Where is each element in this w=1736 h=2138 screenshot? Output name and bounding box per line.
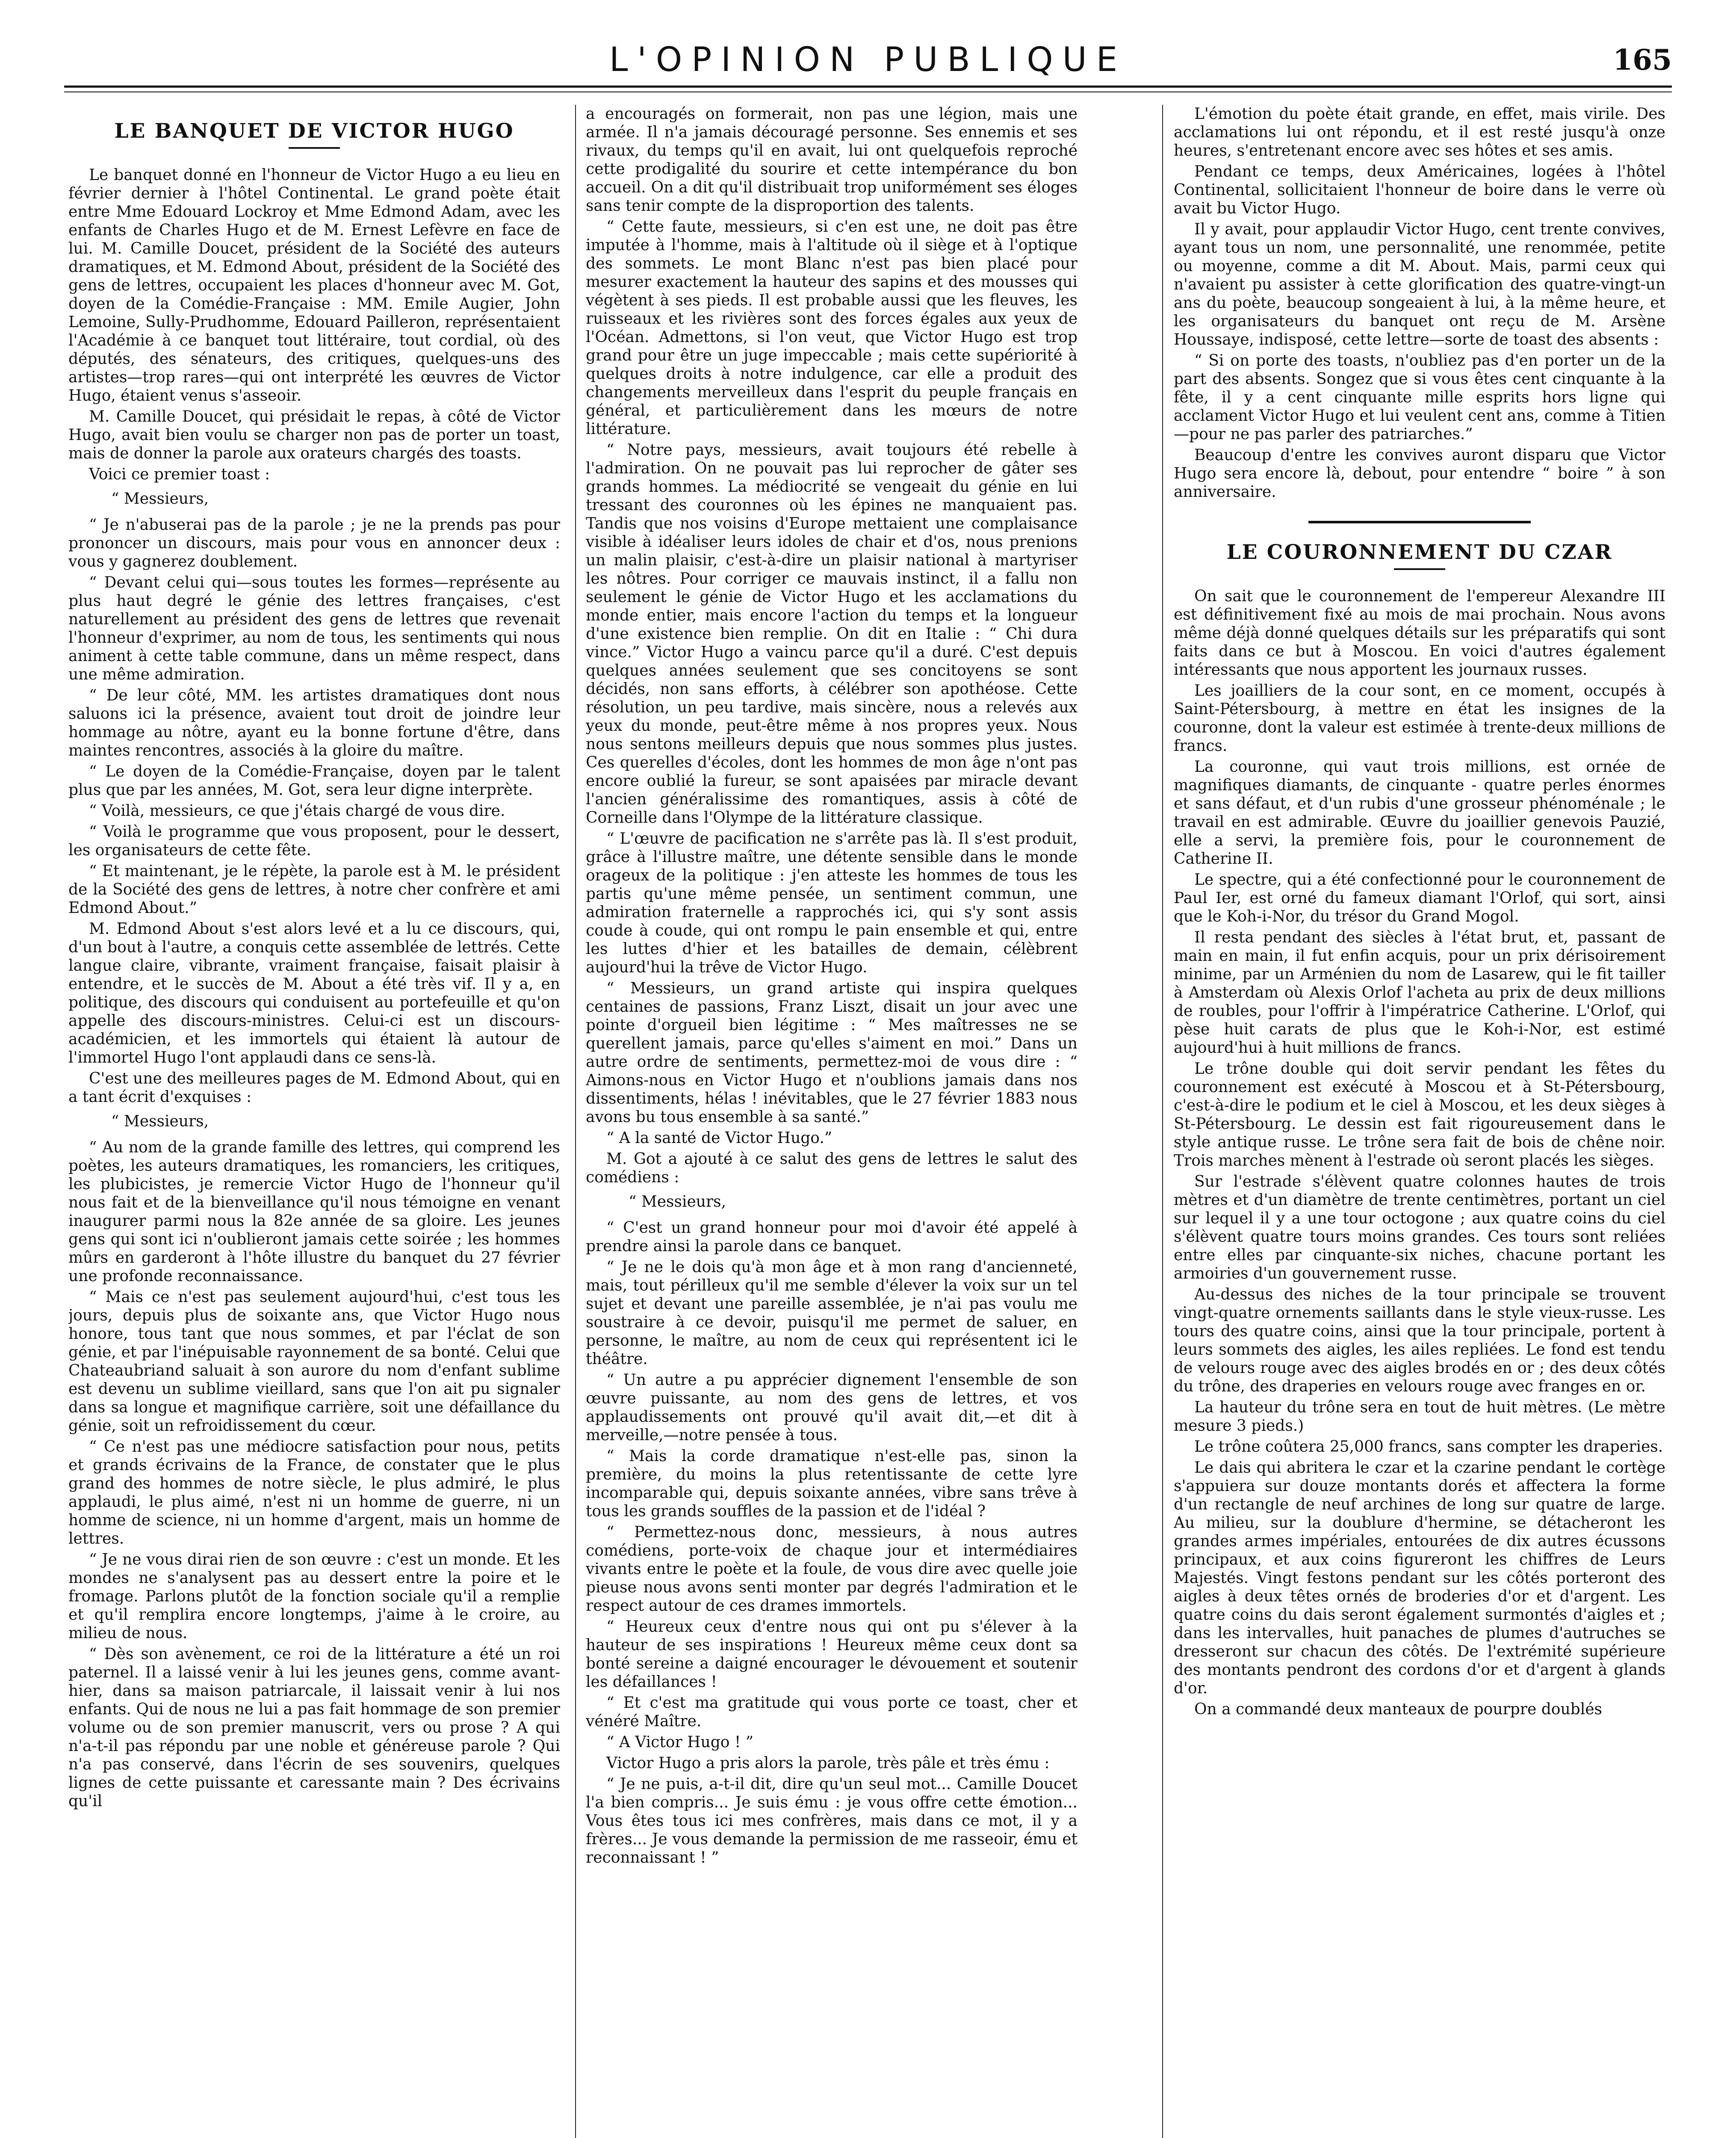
paragraph: “ Cette faute, messieurs, si c'en est une, ne doit pas être imputée à l'homme, mais à l'altitude où il siège et à l'optique des sommets. Le mont Blanc n'est pas bien placé pour mesurer exactement la hauteur des sapins et des mousses qui végètent à ses pieds. Il est probable aussi que les fleuves, les ruisseaux et les rivières sont des forces égales aux yeux de l'Océan. Admettons, si l'on veut, que Victor Hugo est trop grand pour être un juge impeccable ; mais cette supériorité à quelques droits à notre indulgence, car elle a produit des changements merveilleux dans l'esprit du peuple français en général, et particulièrement dans les mœurs de notre littérature. — [586, 218, 1078, 438]
paragraph: “ De leur côté, MM. les artistes dramatiques dont nous saluons ici la présence, avaient tout droit de joindre leur hommage au nôtre, ayant eu la bonne fortune d'être, dans maintes rencontres, associés à la gloire du maître. — [68, 687, 560, 759]
paragraph: Sur l'estrade s'élèvent quatre colonnes hautes de trois mètres et d'un diamètre de trente centimètres, portant un ciel sur lequel il y a une tour octogone ; aux quatre coins du ciel s'élèvent quatre tours moins grandes. Ces tours sont reliées entre elles par cinquante-six niches, chacune portant les armoiries d'un gouvernement russe. — [1174, 1173, 1665, 1282]
paragraph: M. Camille Doucet, qui présidait le repas, à côté de Victor Hugo, avait bien voulu se charger non pas de porter un toast, mais de donner la parole aux orateurs chargés des toasts. — [68, 408, 560, 462]
paragraph: “ Le doyen de la Comédie-Française, doyen par le talent plus que par les années, M. Got, sera leur digne interprète. — [68, 763, 560, 799]
paragraph: Le dais qui abritera le czar et la czarine pendant le cortège s'appuiera sur douze montants dorés et affectera la forme d'un rectangle de neuf archines de long sur quatre de large. Au milieu, sur la doublure d'hermine, se détacheront les grandes armes impériales, entourées de dix autres écussons principaux, et aux coins figureront les chiffres de Leurs Majestés. Vingt festons pendant sur les côtés porteront des aigles à deux têtes ornés de broderies d'or et d'argent. Les quatre coins du dais seront également surmontés d'aigles et ; dans les intervalles, huit panaches de plumes d'autruches se dresseront sur chacun des côtés. De l'extrémité supérieure des montants pendront des cordons d'or et d'argent à glands d'or. — [1174, 1459, 1665, 1697]
paragraph: “ Mais la corde dramatique n'est-elle pas, sinon la première, du moins la plus retentissante de cette lyre incomparable qui, depuis soixante années, vibre sans trêve à tous les grands souffles de la passion et de l'idéal ? — [586, 1447, 1078, 1520]
paragraph: “ L'œuvre de pacification ne s'arrête pas là. Il s'est produit, grâce à l'illustre maître, une détente sensible dans le monde orageux de la politique : j'en atteste les hommes de tous les partis qu'une même pensée, un sentiment commun, une admiration fraternelle a rapprochés ici, qui s'y sont assis coude à coude, qui ont rompu le pain ensemble et qui, entre les luttes d'hier et les batailles de demain, célèbrent aujourd'hui la trêve de Victor Hugo. — [586, 830, 1078, 976]
page-number: 165 — [1613, 43, 1672, 77]
paragraph: “ Je ne le dois qu'à mon âge et à mon rang d'ancienneté, mais, tout périlleux qu'il me semble d'élever la voix sur un tel sujet et devant une pareille assemblée, je n'ai pas voulu me soustraire à ce devoir, puisqu'il me permet de saluer, en personne, le maître, au nom de ceux qui représentent ici le théâtre. — [586, 1258, 1078, 1368]
paragraph: Beaucoup d'entre les convives auront disparu que Victor Hugo sera encore là, debout, pour entendre “ boire ” à son anniversaire. — [1174, 446, 1665, 501]
column-2 — [586, 105, 1078, 2138]
paragraph: “ Je n'abuserai pas de la parole ; je ne la prends pas pour prononcer un discours, mais pour vous en annoncer deux : vous y gagnerez doublement. — [68, 516, 560, 570]
paragraph: Le banquet donné en l'honneur de Victor Hugo a eu lieu en février dernier à l'hôtel Continental. Le grand poète était entre Mme Edouard Lockroy et Mme Edmond Adam, avec les enfants de Charles Hugo et de M. Ernest Lefèvre en face de lui. M. Camille Doucet, président de la Société des auteurs dramatiques, et M. Edmond About, président de la Société des gens de lettres, occupaient les places d'honneur avec M. Got, doyen de la Comédie-Française : MM. Emile Augier, John Lemoine, Sully-Prudhomme, Edouard Pailleron, représentaient l'Académie à ce banquet tout littéraire, tout cordial, où des députés, des sénateurs, des critiques, quelques-uns des artistes—trop rares—qui ont interprété les œuvres de Victor Hugo, étaient venus s'asseoir. — [68, 166, 560, 405]
salutation: “ Messieurs, — [111, 490, 209, 508]
paragraph: Il resta pendant des siècles à l'état brut, et, passant de main en main, il fut enfin acquis, pour un prix dérisoirement minime, par un Arménien du nom de Lasarew, qui le fit tailler à Amsterdam où Alexis Orlof l'acheta au prix de deux millions de roubles, pour l'offrir à l'impératrice Catherine. L'Orlof, qui pèse huit carats de plus que le Koh-i-Nor, est estimé aujourd'hui à huit millions de francs. — [1174, 929, 1665, 1057]
paragraph: “ Ce n'est pas une médiocre satisfaction pour nous, petits et grands écrivains de la France, de constater que le plus grand des hommes de notre siècle, le plus admiré, le plus applaudi, le plus aimé, n'est ni un homme de guerre, ni un homme de science, ni un homme d'argent, mais un homme de lettres. — [68, 1438, 560, 1547]
article-title-czar: LE COURONNEMENT DU CZAR — [1226, 540, 1613, 564]
masthead — [64, 41, 1672, 88]
paragraph: “ Notre pays, messieurs, avait toujours été rebelle à l'admiration. On ne pouvait pas lui reprocher de gâter ses grands hommes. La médiocrité se vengeait du génie en lui tressant des couronnes où les épines ne manquaient pas. Tandis que nos voisins d'Europe mettaient une complaisance visible à idéaliser leurs idoles de chair et d'os, nous prenions un malin plaisir, c'est-à-dire un plaisir national à martyriser les nôtres. Pour corriger ce mauvais instinct, il a fallu non seulement le génie de Victor Hugo et les acclamations du monde entier, mais encore l'action du temps et la longueur d'une existence bien remplie. On dit en Italie : “ Chi dura vince.” Victor Hugo a vaincu parce qu'il a duré. C'est depuis quelques années seulement que ses concitoyens se sont décidés, non sans efforts, à célébrer son apothéose. Cette résolution, un peu tardive, mais sincère, nous a relevés aux yeux du monde, peut-être même à nos propres yeux. Nous nous sentons meilleurs depuis que nous sommes plus justes. Ces querelles d'écoles, dont les hommes de mon âge n'ont pas encore oublié la fureur, se sont apaisées par miracle devant l'ancien généralissime des romantiques, assis à côté de Corneille dans l'Olympe de la littérature classique. — [586, 441, 1078, 827]
header-rule — [64, 86, 1672, 88]
paragraph: “ Voilà le programme que vous proposent, pour le dessert, les organisateurs de cette fête. — [68, 823, 560, 859]
paragraph: On sait que le couronnement de l'empereur Alexandre III est définitivement fixé au mois de mai prochain. Nous avons même déjà donné quelques détails sur les préparatifs qui sont faits dans ce but à Moscou. En voici d'autres également intéressants que nous apportent les journaux russes. — [1174, 588, 1665, 679]
title-rule — [289, 147, 340, 149]
paragraph: “ Heureux ceux d'entre nous qui ont pu s'élever à la hauteur de ses inspirations ! Heureux même ceux dont sa bonté sereine a daigné encourager le dévouement et soutenir les défaillances ! — [586, 1618, 1078, 1691]
paragraph: “ Je ne puis, a-t-il dit, dire qu'un seul mot... Camille Doucet l'a bien compris... Je suis ému : je vous offre cette émotion... Vous êtes tous ici mes confrères, mais dans ce mot, il y a frères... Je vous demande la permission de me rasseoir, ému et reconnaissant ! ” — [586, 1775, 1078, 1866]
paragraph: On a commandé deux manteaux de pourpre doublés — [1194, 1701, 1602, 1718]
paragraph: Le spectre, qui a été confectionné pour le couronnement de Paul Ier, est orné du fameux diamant l'Orlof, qui sort, ainsi que le Koh-i-Nor, du trésor du Grand Mogol. — [1174, 871, 1665, 925]
paragraph: L'émotion du poète était grande, en effet, mais virile. Des acclamations lui ont répondu, et il est resté jusqu'à onze heures, s'entretenant encore avec ses hôtes et ses amis. — [1174, 105, 1665, 159]
article-title-banquet: LE BANQUET DE VICTOR HUGO — [114, 119, 514, 143]
salutation: “ Messieurs, — [111, 1113, 209, 1130]
paragraph: “ Au nom de la grande famille des lettres, qui comprend les poètes, les auteurs dramatiques, les romanciers, les critiques, les plubicistes, je remercie Victor Hugo de l'honneur qu'il nous fait et de la bienveillance qu'il nous témoigne en venant inaugurer parmi nous la 82e année de sa gloire. Les jeunes gens qui sont ici n'oublieront jamais cette soirée ; les hommes mûrs en garderont à l'hôte illustre du banquet du 27 février une profonde reconnaissance. — [68, 1139, 560, 1285]
column-1 — [68, 105, 560, 2138]
paragraph: a encouragés on formerait, non pas une légion, mais une armée. Il n'a jamais découragé personne. Ses ennemis et ses rivaux, du temps qu'il en avait, lui ont quelquefois reproché cette prodigalité du sourire et cette intempérance du bon accueil. On a dit qu'il distribuait trop uniformément ses éloges sans tenir compte de la disproportion des talents. — [586, 105, 1078, 215]
salutation: “ Messieurs, — [629, 1193, 726, 1211]
paragraph: “ Voilà, messieurs, ce que j'étais chargé de vous dire. — [89, 802, 505, 820]
paragraph: “ Permettez-nous donc, messieurs, à nous autres comédiens, porte-voix de chaque jour et intermédiaires vivants entre le poète et la foule, de vous dire avec quelle joie pieuse nous avons senti monter par degrés l'admiration et le respect autour de ces drames immortels. — [586, 1524, 1078, 1615]
paragraph: “ C'est un grand honneur pour moi d'avoir été appelé à prendre ainsi la parole dans ce banquet. — [586, 1219, 1078, 1255]
paragraph: “ Devant celui qui—sous toutes les formes—représente au plus haut degré le génie des lettres françaises, c'est naturellement au président des gens de lettres que revenait l'honneur d'exprimer, au nom de tous, les sentiments qui nous animent à cette table commune, dans un même respect, dans une même admiration. — [68, 574, 560, 683]
paragraph: Le trône coûtera 25,000 francs, sans compter les draperies. — [1194, 1438, 1663, 1456]
paragraph: “ A la santé de Victor Hugo.” — [606, 1129, 833, 1147]
column-divider — [575, 105, 576, 2138]
paragraph: “ A Victor Hugo ! ” — [606, 1733, 754, 1751]
paragraph: Les joailliers de la cour sont, en ce moment, occupés à Saint-Pétersbourg, à mettre en état les insignes de la couronne, dont la valeur est estimée à trente-deux millions de francs. — [1174, 682, 1665, 755]
paragraph: Il y avait, pour applaudir Victor Hugo, cent trente convives, ayant tous un nom, une personnalité, une renommée, petite ou moyenne, comme a dit M. About. Mais, parmi ceux qui n'avaient pu assister à cette glorification des quatre-vingt-un ans du poète, beaucoup songeaient à lui, à la même heure, et les organisateurs du banquet ont reçu de M. Arsène Houssaye, indisposé, cette lettre—sorte de toast des absents : — [1174, 221, 1665, 348]
paragraph: Pendant ce temps, deux Américaines, logées à l'hôtel Continental, sollicitaient l'honneur de boire dans le verre où avait bu Victor Hugo. — [1174, 163, 1665, 217]
column-3 — [1174, 105, 1665, 2138]
paragraph: “ Dès son avènement, ce roi de la littérature a été un roi paternel. Il a laissé venir à lui les jeunes gens, comme avant-hier, dans sa maison patriarcale, il laissait venir à lui nos enfants. Qui de nous ne lui a pas fait hommage de son premier volume ou de son premier manuscrit, vers ou prose ? A qui n'a-t-il pas répondu par une noble et généreuse parole ? Qui n'a pas conservé, dans l'écrin de ses souvenirs, quelques lignes de cette puissante et caressante main ? Des écrivains qu'il — [68, 1645, 560, 1810]
title-rule — [1394, 568, 1445, 570]
paragraph: Victor Hugo a pris alors la parole, très pâle et très ému : — [606, 1754, 1050, 1772]
paragraph: Voici ce premier toast : — [89, 466, 270, 483]
paragraph: “ Mais ce n'est pas seulement aujourd'hui, c'est tous les jours, depuis plus de soixante ans, que Victor Hugo nous honore, tous tant que nous sommes, et par l'éclat de son génie, et par l'inépuisable rayonnement de sa bonté. Celui que Chateaubriand saluait à son aurore du nom d'enfant sublime est devenu un sublime vieillard, sans que l'on ait pu signaler dans sa longue et magnifique carrière, soit une défaillance du génie, soit un refroidissement du cœur. — [68, 1288, 560, 1435]
paragraph: “ Messieurs, un grand artiste qui inspira quelques centaines de passions, Franz Liszt, disait un jour avec une pointe d'orgueil bien légitime : “ Mes maîtresses ne se querellent jamais, parce qu'elles s'aiment en moi.” Dans un autre ordre de sentiments, permettez-moi de vous dire : “ Aimons-nous en Victor Hugo et n'oublions jamais dans nos dissentiments, hélas ! inévitables, que le 27 février 1883 nous avons bu tous ensemble à sa santé.” — [586, 980, 1078, 1126]
paragraph: “ Et c'est ma gratitude qui vous porte ce toast, cher et vénéré Maître. — [586, 1694, 1078, 1730]
section-divider — [1308, 521, 1531, 523]
paragraph: “ Si on porte des toasts, n'oubliez pas d'en porter un de la part des absents. Songez que si vous êtes cent cinquante à la fête, il y a cent cinquante mille esprits hors ligne qui acclament Victor Hugo et lui veulent cent ans, comme à Titien—pour ne pas parler des patriarches.” — [1174, 352, 1665, 443]
paragraph: La couronne, qui vaut trois millions, est ornée de magnifiques diamants, de cinquante - quatre perles énormes et sans défaut, et d'un rubis d'une grosseur phénoménale ; le travail en est admirable. Œuvre du joaillier genevois Pauzié, elle a servi, la première fois, pour le couronnement de Catherine II. — [1174, 758, 1665, 868]
paragraph: M. Got a ajouté à ce salut des gens de lettres le salut des comédiens : — [586, 1150, 1078, 1186]
newspaper-title: L'OPINION PUBLIQUE — [609, 41, 1127, 79]
paragraph: M. Edmond About s'est alors levé et a lu ce discours, qui, d'un bout à l'autre, a conquis cette assemblée de lettrés. Cette langue claire, vibrante, vraiment française, faisait plaisir à entendre, et le succès de M. About a été très vif. Il y a, en politique, des discours qui conduisent au portefeuille et qu'on appelle des discours-ministres. Celui-ci est un discours-académicien, et les immortels qui étaient là autour de l'immortel Hugo l'ont applaudi dans ce sens-là. — [68, 920, 560, 1066]
paragraph: Le trône double qui doit servir pendant les fêtes du couronnement est exécuté à Moscou et à St-Pétersbourg, c'est-à-dire le podium et le ciel à Moscou, et les deux sièges à St-Pétersbourg. Le dessin est fait rigoureusement dans le style antique russe. Le trône sera fait de bois de chêne noir. Trois marches mènent à l'estrade où seront placés les sièges. — [1174, 1060, 1665, 1169]
paragraph: “ Je ne vous dirai rien de son œuvre : c'est un monde. Et les mondes ne s'analysent pas au dessert entre la poire et le fromage. Parlons plutôt de la fonction sociale qu'il a remplie et qu'il remplira encore longtemps, j'aime à le croire, au milieu de nous. — [68, 1551, 560, 1642]
paragraph: “ Et maintenant, je le répète, la parole est à M. le président de la Société des gens de lettres, à notre cher confrère et ami Edmond About.” — [68, 862, 560, 917]
paragraph: “ Un autre a pu apprécier dignement l'ensemble de son œuvre puissante, au nom des gens de lettres, et vos applaudissements ont prouvé qu'il avait dit,—et dit à merveille,—notre pensée à tous. — [586, 1371, 1078, 1444]
paragraph: Au-dessus des niches de la tour principale se trouvent vingt-quatre ornements saillants dans le style vieux-russe. Les tours des quatre coins, ainsi que la tour principale, portent à leurs sommets des aigles, les ailes repliées. Le fond est tendu de velours rouge avec des aigles brodés en or ; des deux côtés du trône, des draperies en velours rouge avec franges en or. — [1174, 1286, 1665, 1395]
column-divider — [1162, 105, 1163, 2138]
paragraph: La hauteur du trône sera en tout de huit mètres. (Le mètre mesure 3 pieds.) — [1174, 1399, 1665, 1435]
paragraph: C'est une des meilleures pages de M. Edmond About, qui en a tant écrit d'exquises : — [68, 1070, 560, 1106]
